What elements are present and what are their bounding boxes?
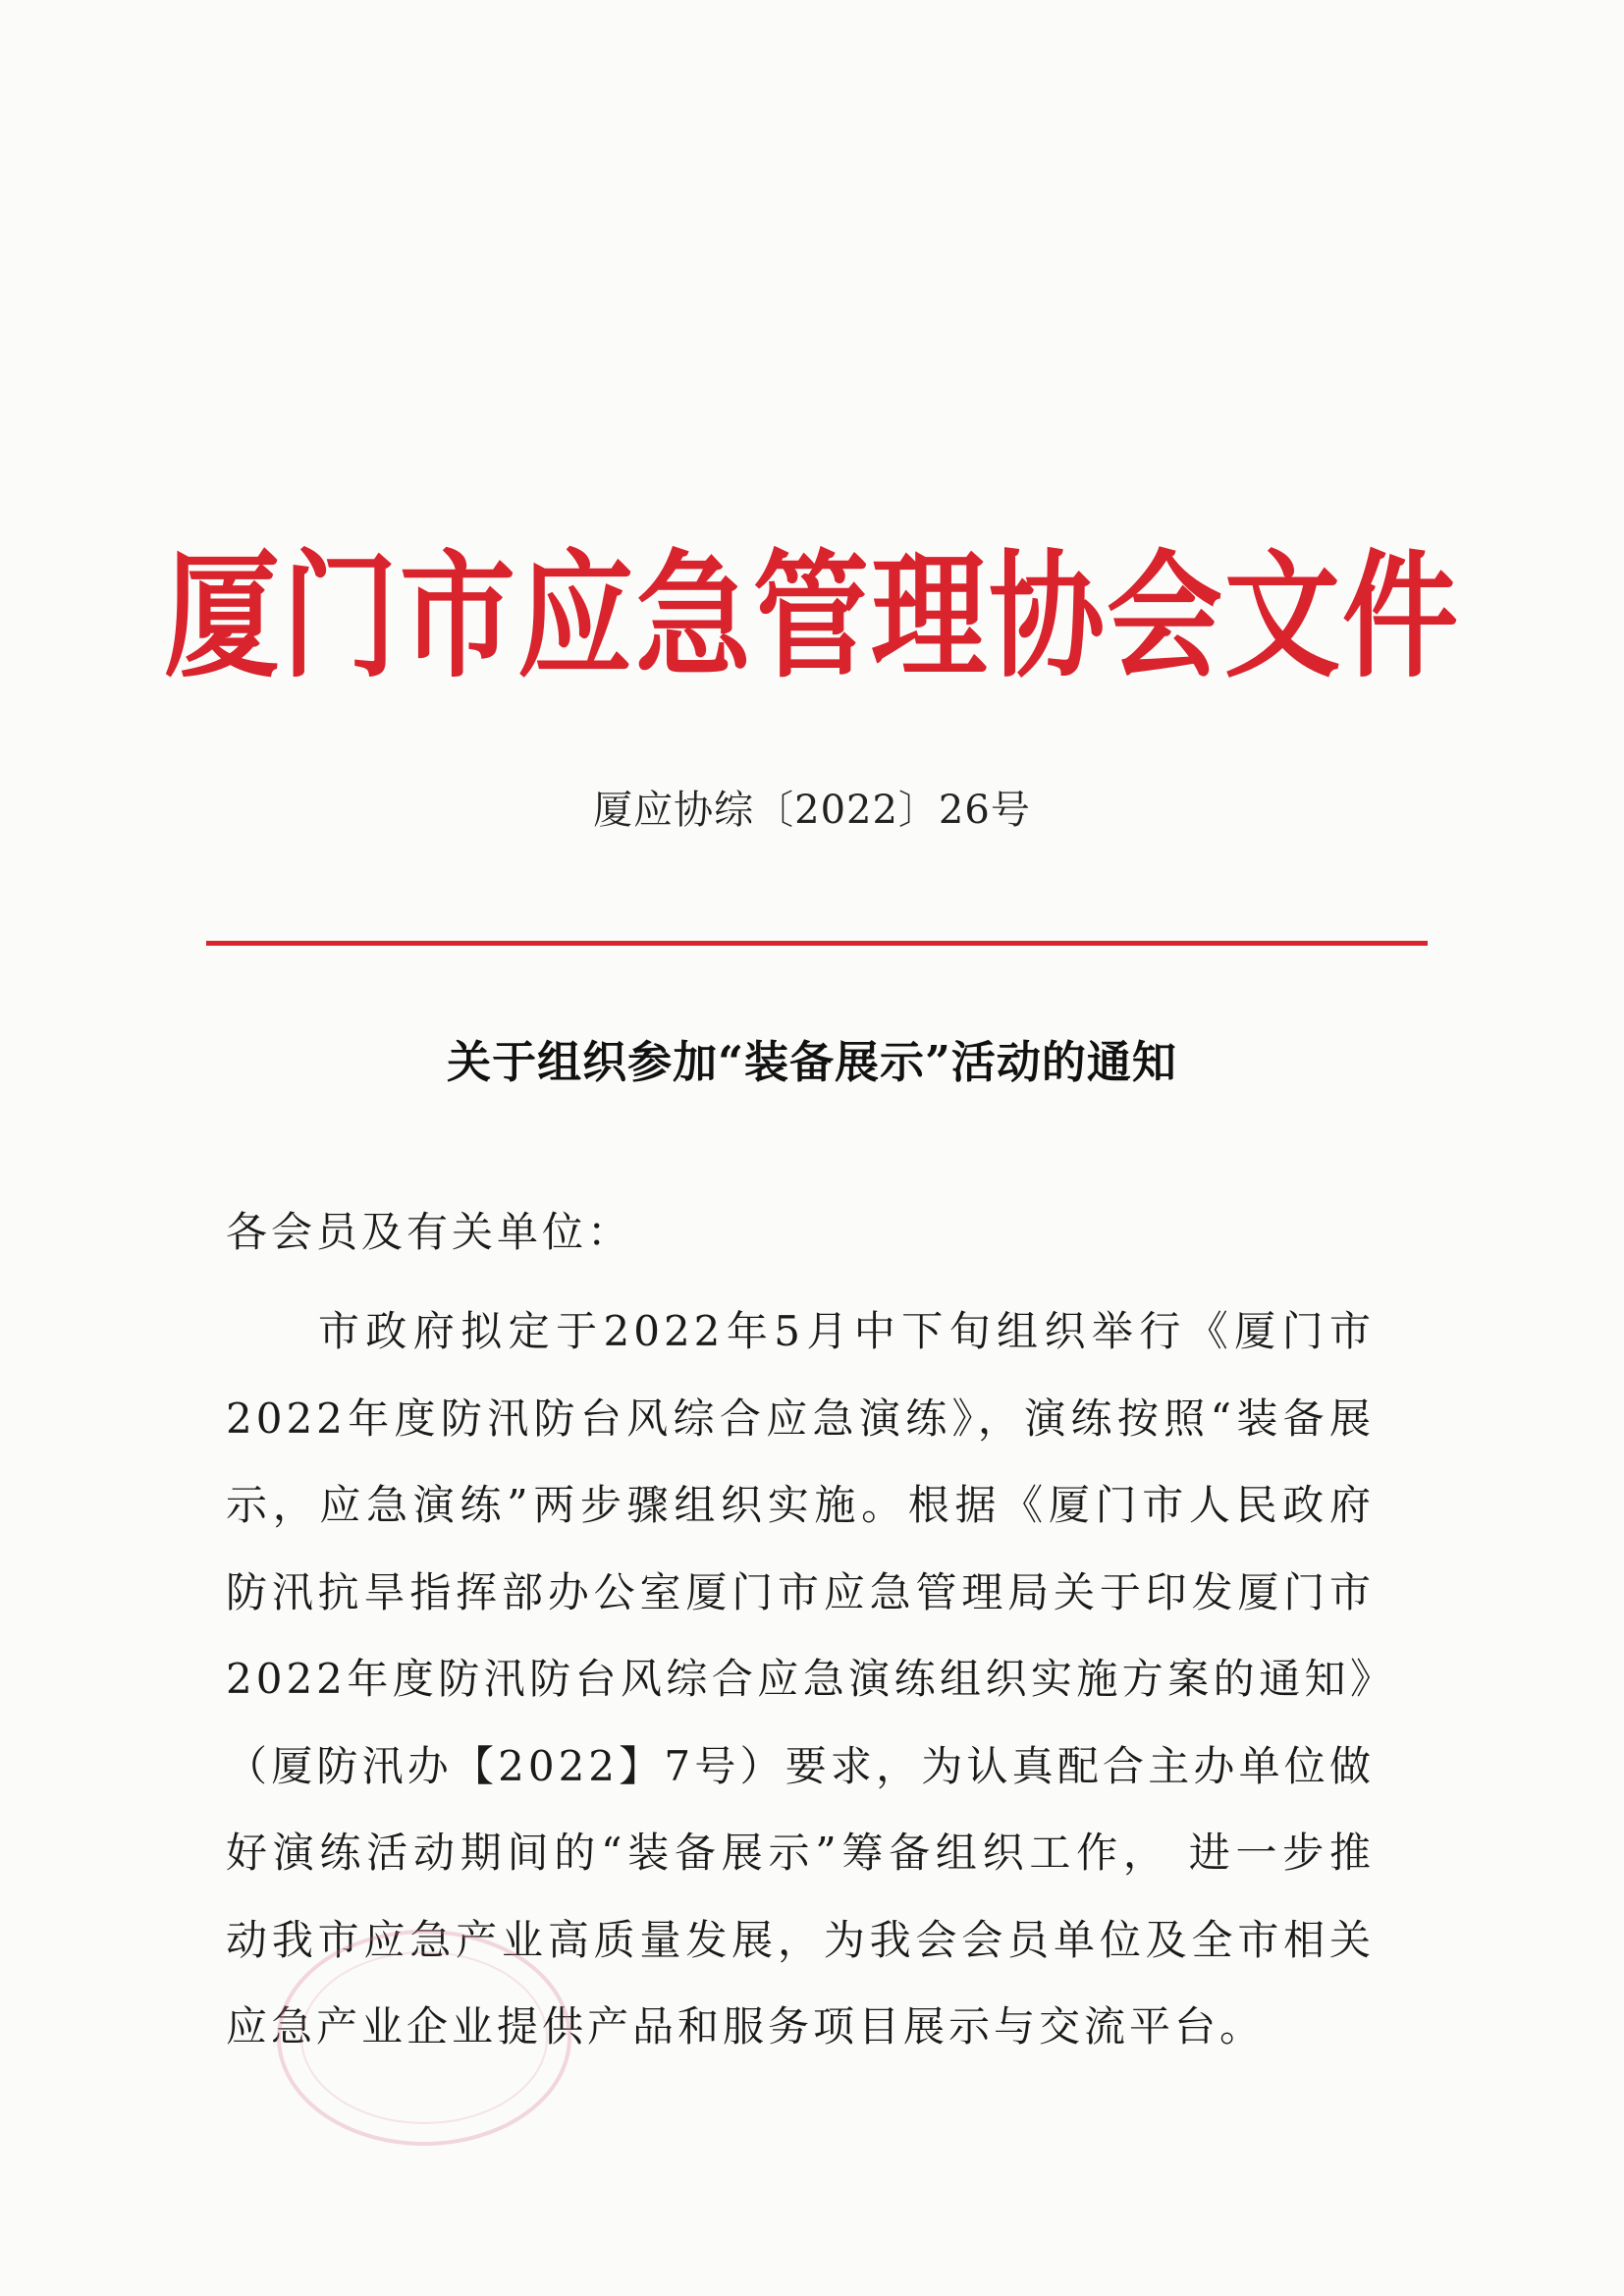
notice-title: 关于组织参加“装备展示”活动的通知 (447, 1036, 1177, 1088)
salutation: 各会员及有关单位： (226, 1208, 633, 1256)
red-divider-line (206, 941, 1428, 946)
body-paragraph: 市政府拟定于2022年5月中下旬组织举行《厦门市2022年度防汛防台风综合应急演练》，演练按照“装备展示，应急演练”两步骤组织实施。根据《厦门市人民政府防汛抗旱指挥部办公室厦门市应急管理局关于印发厦门市2022年度防汛防台风综合应急演练组织实施方案的通知》（厦防汛办【2022】7号）要求，为认真配合主办单位做好演练活动期间的“装备展示”筹备组织工作， 进一步推动我市应急产业高质量发展，为我会会员单位及全市相关应急产业企业提供产品和服务项目展示与交流平台。 (226, 1307, 1375, 2050)
document-number: 厦应协综〔2022〕26号 (593, 788, 1031, 833)
document-masthead: 厦门市应急管理协会文件 (163, 535, 1460, 697)
